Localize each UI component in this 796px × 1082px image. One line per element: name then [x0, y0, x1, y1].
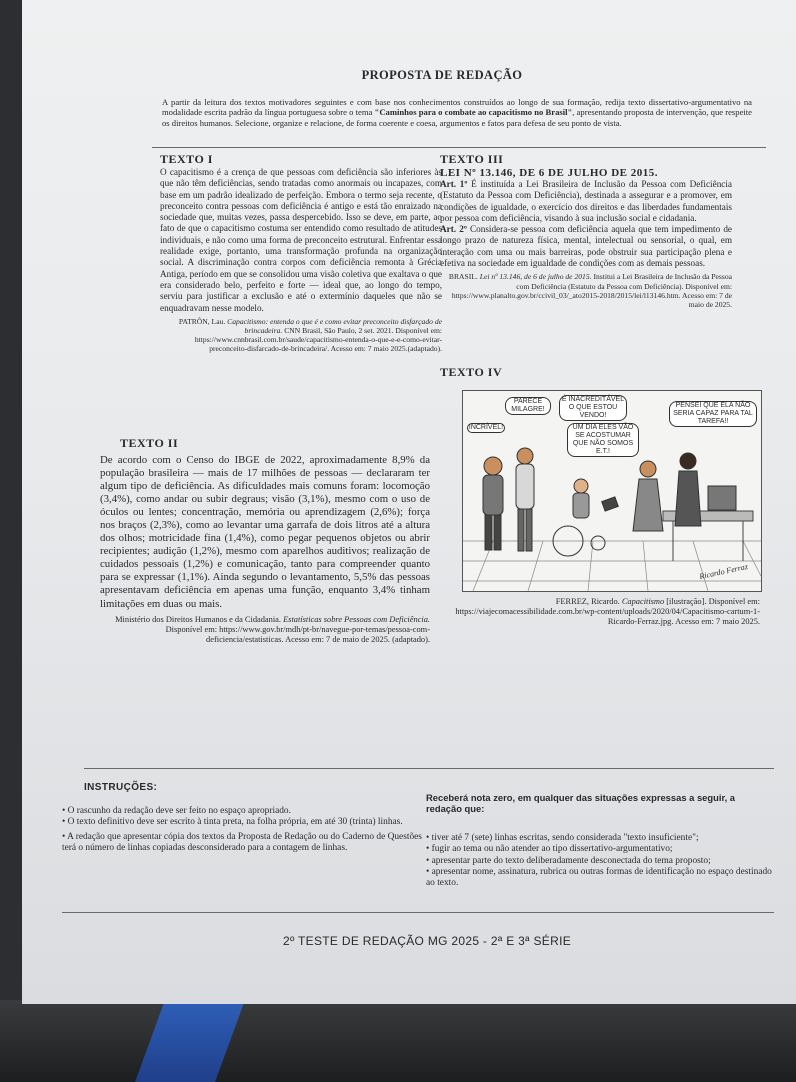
instructions-heading: INSTRUÇÕES:	[84, 782, 158, 793]
texto1-block	[160, 152, 442, 354]
zero-score-block	[426, 792, 772, 890]
intro-theme: "Caminhos para o combate ao capacitismo no Brasil"	[374, 107, 573, 118]
divider-footer	[62, 912, 774, 913]
page-title: PROPOSTA DE REDAÇÃO	[361, 68, 523, 82]
desk-background	[0, 1000, 796, 1082]
texto1-heading: TEXTO I	[160, 152, 213, 166]
texto2-heading: TEXTO II	[120, 436, 179, 450]
zero-score-heading: Receberá nota zero, em qualquer das situações expressas a seguir, a redação que:	[426, 792, 735, 815]
intro-paragraph	[162, 97, 752, 129]
speech-bubble: É INACREDITÁVEL O QUE ESTOU VENDO!	[559, 395, 627, 421]
texto3-art1-label: Art. 1º	[440, 179, 468, 189]
texto2-source-rest: Disponível em: https://www.gov.br/mdh/pt-br/navegue-por-temas/pessoa-com-deficiencia/estatisticas. Acesso em: 7 de maio de 2025. (adaptado).	[165, 624, 430, 644]
texto4-source-rest: [ilustração]. Disponível em: https://viajecomacessibilidade.com.br/wp-content/uploads/2020/04/Capacitismo-cartum-1-Ricardo-Ferraz.jpg. Acesso em: 7 maio 2025.	[455, 597, 760, 626]
texto3-source-author: BRASIL.	[448, 272, 480, 282]
texto2-source-author: Ministério dos Direitos Humanos e da Cidadania.	[115, 614, 284, 624]
texto3-block	[440, 152, 732, 309]
speech-bubble: UM DIA ELES VÃO SE ACOSTUMAR QUE NÃO SOMOS E.T.!	[567, 423, 639, 457]
divider-top	[152, 147, 766, 148]
texto3-art2	[440, 224, 732, 269]
intro-part1: A partir da leitura dos textos motivadores seguintes e com base nos conhecimentos construídos ao longo de sua formação, redija texto dissertativo-argumentativo na modalidade escrita padrão da língua portuguesa sobre o tema	[162, 96, 752, 118]
speech-bubble: PENSEI QUE ELA NÃO SERIA CAPAZ PARA TAL TAREFA!!	[669, 401, 757, 427]
texto2-block	[100, 436, 430, 645]
instruction-item: • O texto definitivo deve ser escrito à tinta preta, na folha própria, em até 30 (trinta) linhas.	[62, 817, 403, 828]
texto1-source	[160, 317, 442, 354]
texto1-source-rest: CNN Brasil, São Paulo, 2 set. 2021. Disponível em: https://www.cnnbrasil.com.br/saude/capacitismo-entenda-o-que-e-e-como-evitar-preconceito-disfarcado-de-brincadeira/. Acesso em: 7 maio 2025.(adaptado).	[194, 326, 442, 354]
texto4-source-title: Capacitismo	[621, 597, 665, 606]
zero-score-item: • fugir ao tema ou não atender ao tipo dissertativo-argumentativo;	[426, 844, 673, 855]
texto3-art1	[440, 179, 732, 224]
texto4-source-author: FERREZ, Ricardo.	[555, 597, 622, 606]
instructions-list	[62, 806, 424, 855]
footer-title: 2º TESTE DE REDAÇÃO MG 2025 - 2ª E 3ª SÉRIE	[282, 934, 572, 948]
texto3-art2-label: Art. 2º	[440, 224, 467, 235]
texto1-body: O capacitismo é a crença de que pessoas com deficiência são inferiores às que não têm deficiências, sendo tratadas como anormais ou incapazes, com base em um padrão idealizado de perfeição. Embora o termo seja recente, o preconceito contra pessoas com deficiência é antigo e está tão enraizado na sociedade que, muitas vezes, passa despercebido. Isso se deve, em parte, ao fato de que o capacitismo costuma ser entendido como resultado de atitudes individuais, e não como uma forma de preconceito estrutural. Enfrentar essa realidade exige, portanto, uma transformação profunda na organização social. A discriminação contra corpos com deficiência remonta à Grécia Antiga, período em que se consolidou uma visão coletiva que exaltava o que era considerado belo, perfeito e forte — ideal que, ao longo do tempo, serviu para justificar a exclusão e até o extermínio daqueles que não se enquadravam nesse modelo.	[160, 167, 442, 313]
texto2-source-title: Estatísticas sobre Pessoas com Deficiência.	[283, 614, 430, 624]
texto3-art2-text: Considera-se pessoa com deficiência aquela que tem impedimento de longo prazo de natureza física, mental, intelectual ou sensorial, o qual, em interação com uma ou mais barreiras, pode obstruir sua participação plena e efetiva na sociedade em igualdade de condições com as demais pessoas.	[440, 224, 732, 269]
speech-bubble: INCRÍVEL!	[468, 424, 504, 431]
texto3-art1-text: É instituída a Lei Brasileira de Inclusão da Pessoa com Deficiência (Estatuto da Pessoa com Deficiência), destinada a assegurar e a promover, em condições de igualdade, o exercício dos direitos e das liberdades fundamentais por pessoa com deficiência, visando à sua inclusão social e cidadania.	[440, 179, 732, 223]
zero-score-item: • tiver até 7 (sete) linhas escritas, sendo considerada "texto insuficiente";	[426, 832, 699, 843]
instruction-item: • A redação que apresentar cópia dos textos da Proposta de Redação ou do Caderno de Questões terá o número de linhas copiadas desconsiderado para a contagem de linhas.	[62, 831, 422, 854]
texto1-source-author: PATRÔN, Lau.	[178, 316, 228, 326]
texto4-source	[442, 597, 760, 627]
cartoon-illustration	[462, 390, 762, 592]
zero-score-item: • apresentar parte do texto deliberadamente desconectada do tema proposto;	[426, 855, 711, 866]
zero-score-item: • apresentar nome, assinatura, rubrica ou outras formas de identificação no espaço destinado ao texto.	[426, 867, 772, 889]
intro-part2: , apresentando proposta de intervenção, que respeite os direitos humanos. Selecione, organize e relacione, de forma coerente e coesa, argumentos e fatos para defesa de seu ponto de vista.	[162, 107, 752, 128]
speech-bubble: PARECE MILAGRE!	[505, 397, 551, 415]
cartoonist-signature: Ricardo Ferraz	[698, 561, 749, 582]
exam-paper	[22, 0, 796, 1004]
divider-instructions	[84, 768, 774, 769]
texto3-source	[440, 272, 732, 309]
texto3-source-rest: Institui a Lei Brasileira de Inclusão da Pessoa com Deficiência (Estatuto da Pessoa com Deficiência). Disponível em: https://www.planalto.gov.br/ccivil_03/_ato2015-2018/2015/lei/l13146.htm. Acesso em: 7 de maio de 2025.	[451, 272, 732, 309]
texto3-heading: TEXTO III	[440, 152, 504, 166]
texto3-law-title: LEI Nº 13.146, DE 6 DE JULHO DE 2015.	[440, 167, 659, 179]
texto1-source-title: Capacitismo: entenda o que é e como evitar preconceito disfarçado de brincadeira.	[227, 316, 442, 336]
texto4-heading: TEXTO IV	[440, 365, 503, 379]
instruction-item: • O rascunho da redação deve ser feito no espaço apropriado.	[62, 806, 291, 816]
texto2-source	[100, 615, 430, 645]
texto2-body: De acordo com o Censo do IBGE de 2022, aproximadamente 8,9% da população brasileira — mais de 17 milhões de pessoas — declararam ter algum tipo de deficiência. As dificuldades mais comuns foram: locomoção (3,4%), como andar ou subir degraus; visão (3,1%), mesmo com o uso de óculos ou lentes; concentração, memória ou aprendizagem (2,6%); força nos braços (2,3%), como ao levantar uma garrafa de dois litros até a altura dos olhos; motricidade fina (1,4%), como pegar pequenos objetos ou abrir recipientes; audição (1,2%), mesmo com aparelhos auditivos; realização de cuidados pessoais (1,2%) e comunicação, tanto para compreender quanto para se expressar (1,1%). Ainda segundo o levantamento, 5,5% das pessoas apresentavam deficiência em apenas uma função, enquanto 3,4% tinham limitações em duas ou mais.	[100, 454, 430, 610]
texto3-source-title: Lei nº 13.146, de 6 de julho de 2015.	[479, 272, 592, 282]
